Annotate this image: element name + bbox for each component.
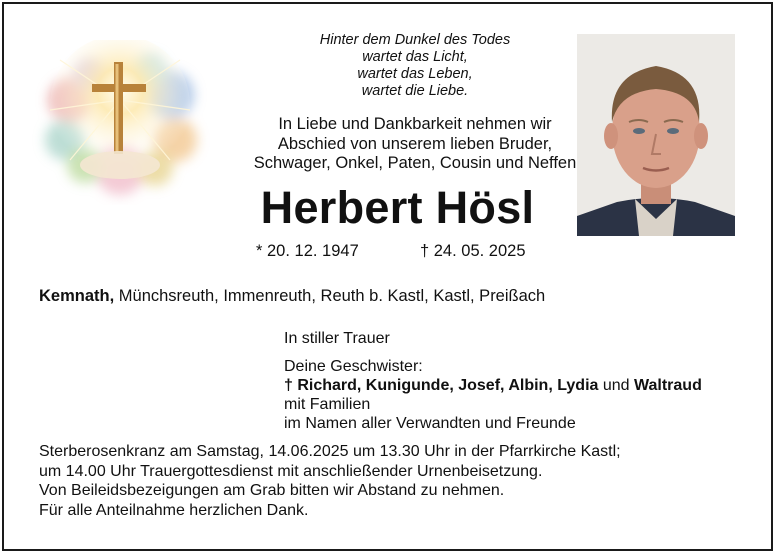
place-main: Kemnath, [39, 287, 115, 305]
siblings-and: und [598, 377, 634, 394]
mourners-block [284, 329, 702, 433]
birth-date: * 20. 12. 1947 [256, 242, 359, 260]
poem [230, 32, 600, 100]
intro-line: Abschied von unserem lieben Bruder, [277, 134, 553, 153]
mourners-heading: In stiller Trauer [284, 330, 390, 347]
intro-line: Schwager, Onkel, Paten, Cousin und Neffen [253, 154, 577, 172]
siblings-last: Waltraud [634, 377, 702, 394]
cross-symbol-image [30, 40, 210, 205]
intro-line: In Liebe und Dankbarkeit nehmen wir [278, 115, 552, 133]
poem-line: wartet das Licht, [362, 49, 468, 65]
deceased-name: Herbert Hösl [260, 182, 535, 233]
poem-line: wartet die Liebe. [361, 83, 469, 99]
portrait-photo [577, 34, 735, 236]
closing-text [39, 442, 621, 520]
siblings-names: † Richard, Kunigunde, Josef, Albin, Lydia [284, 377, 599, 394]
relatives-line: im Namen aller Verwandten und Freunde [284, 415, 576, 432]
intro-text [200, 115, 630, 174]
siblings-line [284, 376, 702, 395]
closing-line: Für alle Anteilnahme herzlichen Dank. [39, 501, 309, 519]
poem-line: wartet das Leben, [357, 66, 473, 82]
places-line [39, 287, 545, 306]
poem-line: Hinter dem Dunkel des Todes [319, 32, 511, 48]
places-rest: Münchsreuth, Immenreuth, Reuth b. Kastl, Kastl, Preißach [114, 287, 546, 305]
closing-line: Von Beileidsbezeigungen am Grab bitten wir Abstand zu nehmen. [39, 482, 505, 499]
closing-line: Sterberosenkranz am Samstag, 14.06.2025 um 13.30 Uhr in der Pfarrkirche Kastl; [39, 443, 621, 460]
siblings-label: Deine Geschwister: [284, 358, 423, 375]
families-line: mit Familien [284, 396, 371, 413]
closing-line: um 14.00 Uhr Trauergottesdienst mit anschließender Urnenbeisetzung. [39, 462, 543, 480]
death-date: † 24. 05. 2025 [420, 242, 526, 260]
